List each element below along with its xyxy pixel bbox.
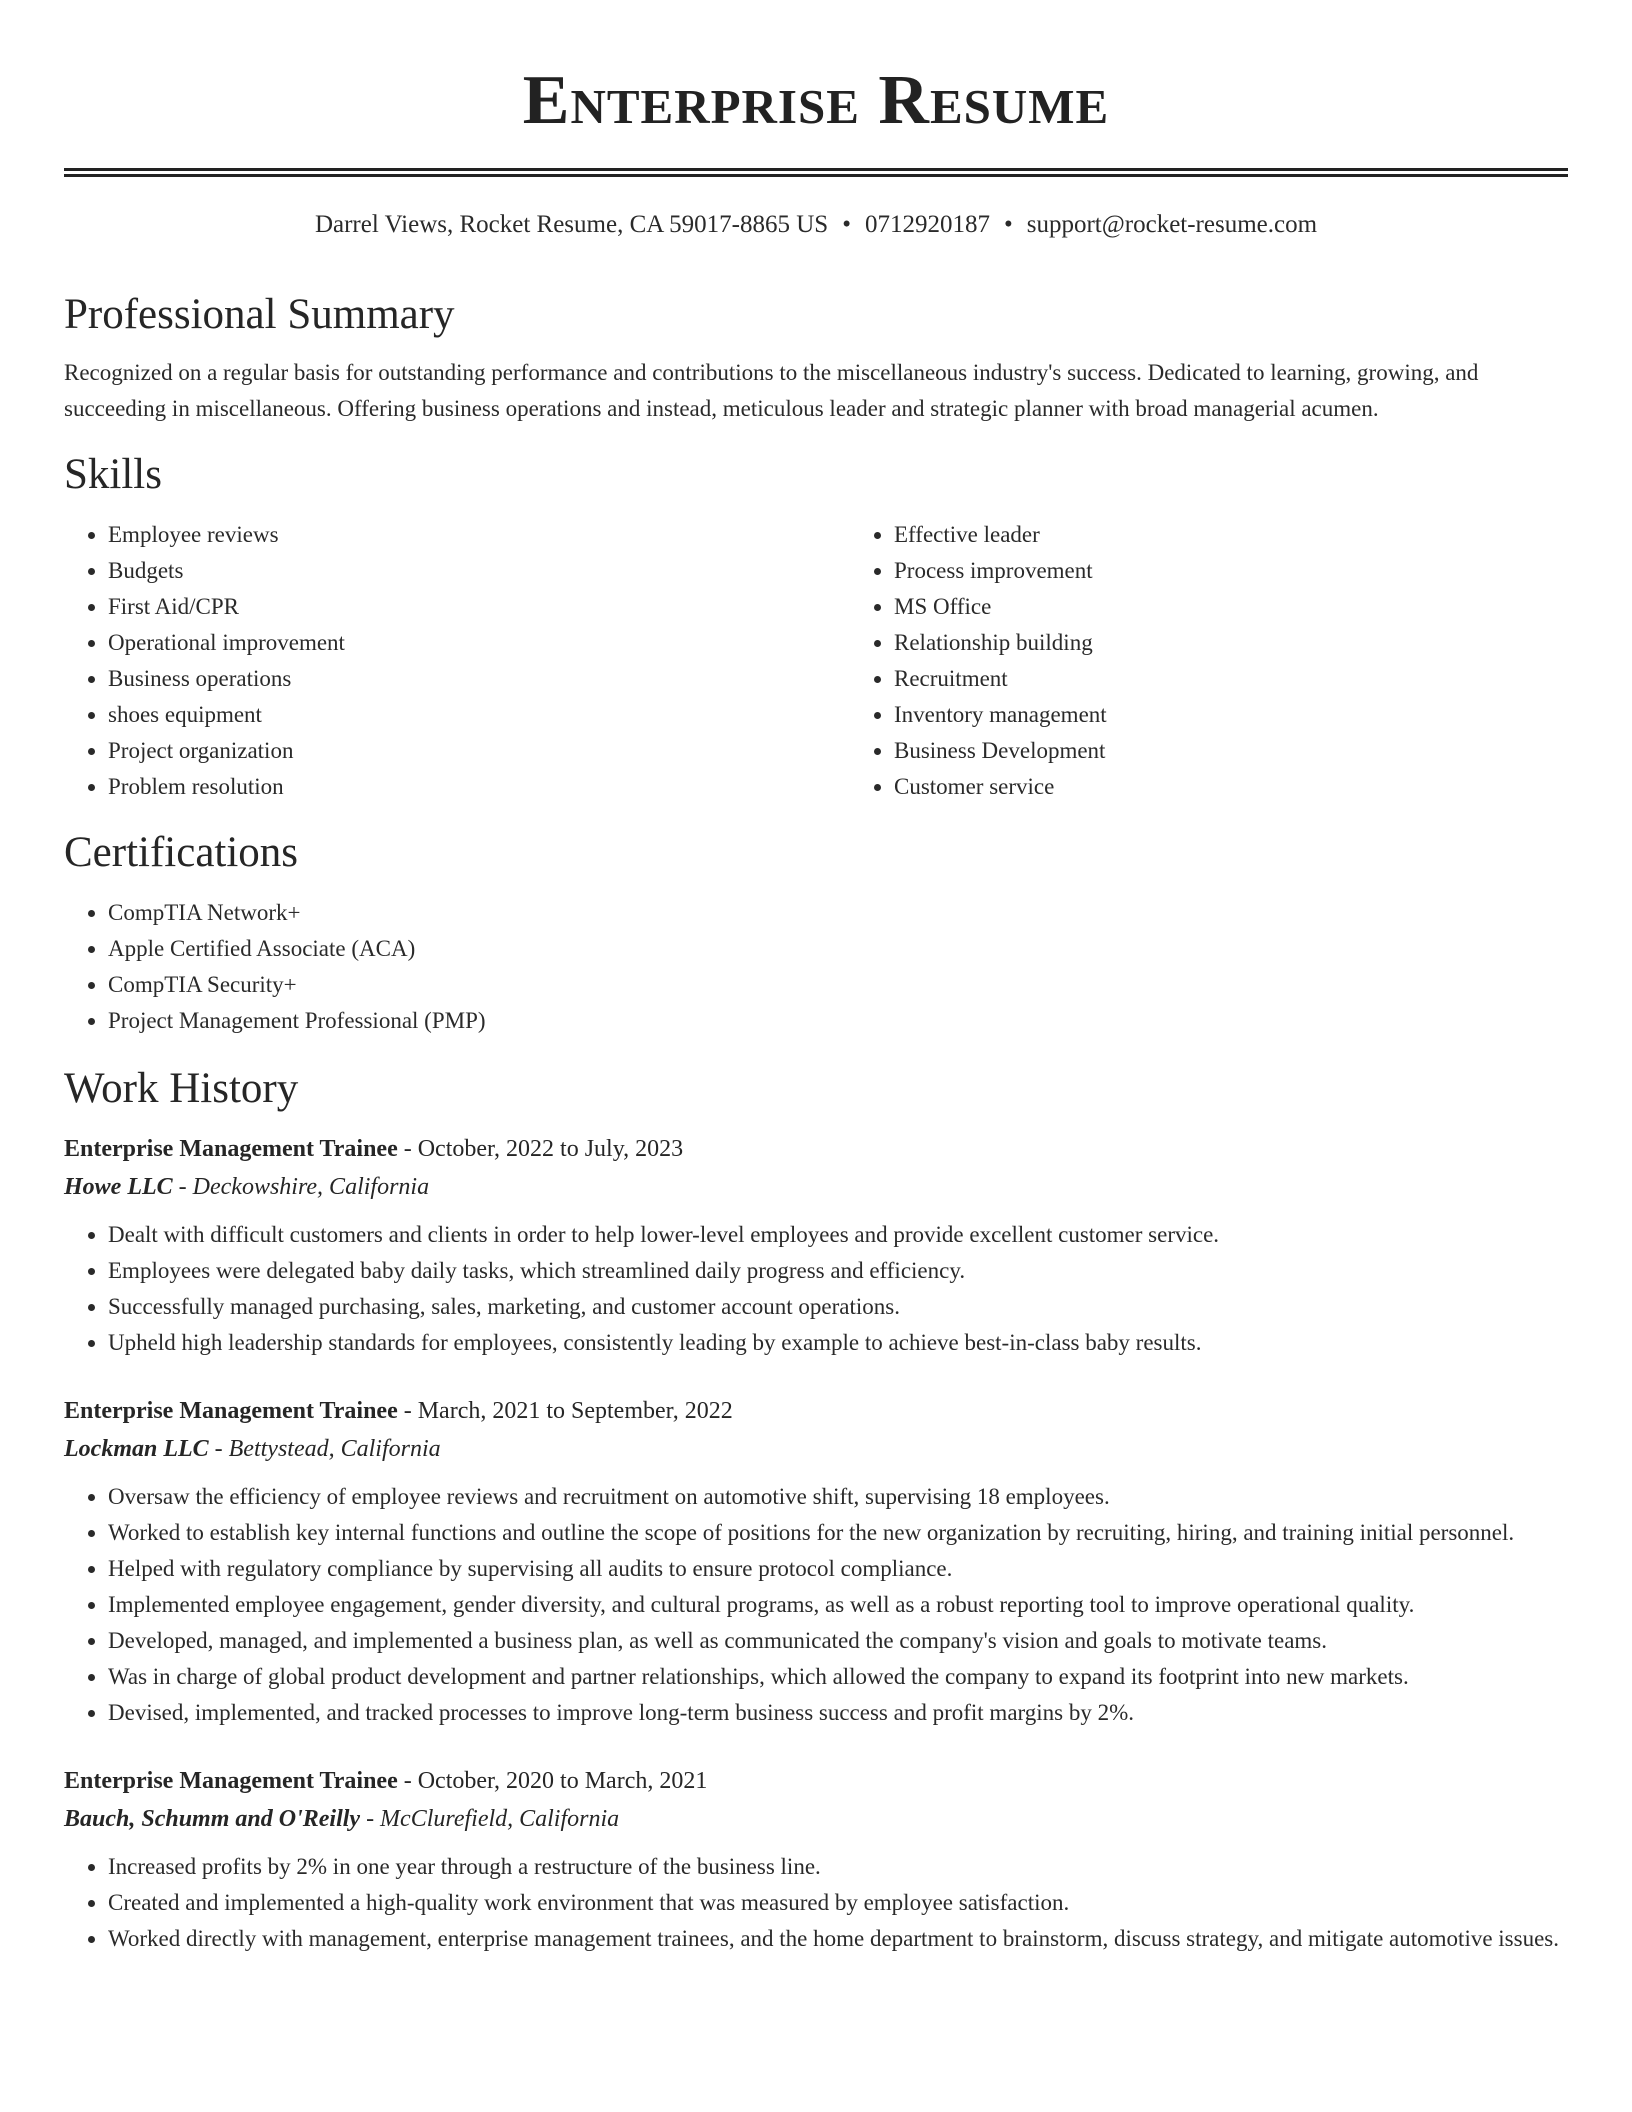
job-location: - Bettystead, California (208, 1436, 441, 1462)
skills-grid (64, 517, 1568, 805)
title-double-rule (64, 168, 1568, 177)
certification-item: • CompTIA Network+ (108, 895, 1568, 931)
certification-item: • Apple Certified Associate (ACA) (108, 931, 1568, 967)
job-company: Howe LLC (64, 1174, 173, 1200)
contact-email: support@rocket-resume.com (1026, 211, 1318, 238)
resume-title: Enterprise Resume (522, 62, 1110, 139)
skill-item: • shoes equipment (108, 697, 850, 733)
job-company-line (64, 1167, 1568, 1207)
job-company: Bauch, Schumm and O'Reilly (64, 1806, 361, 1832)
skills-list-right (850, 517, 1632, 805)
job-bullet: • Created and implemented a high-quality work environment that was measured by employee satisfaction. (108, 1885, 1568, 1921)
job-bullet: • Implemented employee engagement, gender diversity, and cultural programs, as well as a robust reporting tool to improve operational quality. (108, 1587, 1568, 1623)
skills-list-left (64, 517, 850, 805)
job-bullet: • Upheld high leadership standards for employees, consistently leading by example to achieve best-in-class baby results. (108, 1325, 1568, 1361)
contact-line (64, 207, 1568, 243)
resume-page (64, 0, 1568, 1957)
work-history-heading: Work History (64, 1065, 299, 1112)
job-title: Enterprise Management Trainee (64, 1768, 398, 1794)
skill-item: • Business Development (894, 733, 1632, 769)
certification-item: • CompTIA Security+ (108, 967, 1568, 1003)
job-bullets (64, 1849, 1568, 1957)
job-title-line (64, 1131, 1568, 1167)
job-bullets (64, 1217, 1568, 1361)
job-bullet: • Helped with regulatory compliance by supervising all audits to ensure protocol compliance. (108, 1551, 1568, 1587)
job-title-line (64, 1393, 1568, 1429)
job-company-line (64, 1799, 1568, 1839)
summary-text: Recognized on a regular basis for outstanding performance and contributions to the miscellaneous industry's success. Dedicated to learning, growing, and succeeding in miscellaneous. Offering business operations and instead, meticulous leader and strategic planner with broad managerial acumen. (64, 360, 1479, 421)
skill-item: • Customer service (894, 769, 1632, 805)
job-bullet: • Worked directly with management, enterprise management trainees, and the home department to brainstorm, discuss strategy, and mitigate automotive issues. (108, 1921, 1568, 1957)
contact-address: Darrel Views, Rocket Resume, CA 59017-8865 US (314, 211, 829, 238)
skill-item: • Process improvement (894, 553, 1632, 589)
job-bullet: • Oversaw the efficiency of employee reviews and recruitment on automotive shift, supervising 18 employees. (108, 1479, 1568, 1515)
job-entry (64, 1393, 1568, 1731)
skill-item: • MS Office (894, 589, 1632, 625)
job-bullet: • Developed, managed, and implemented a business plan, as well as communicated the company's vision and goals to motivate teams. (108, 1623, 1568, 1659)
summary-section (64, 287, 1568, 427)
job-location: - Deckowshire, California (172, 1174, 430, 1200)
job-bullet: • Increased profits by 2% in one year through a restructure of the business line. (108, 1849, 1568, 1885)
skills-heading: Skills (64, 451, 162, 498)
job-company: Lockman LLC (64, 1436, 209, 1462)
job-company-line (64, 1429, 1568, 1469)
job-bullet: • Dealt with difficult customers and clients in order to help lower-level employees and provide excellent customer service. (108, 1217, 1568, 1253)
contact-separator: • (842, 211, 851, 238)
skill-item: • Recruitment (894, 661, 1632, 697)
skill-item: • First Aid/CPR (108, 589, 850, 625)
job-bullet: • Was in charge of global product development and partner relationships, which allowed the company to expand its footprint into new markets. (108, 1659, 1568, 1695)
job-title: Enterprise Management Trainee (64, 1398, 398, 1424)
job-bullets (64, 1479, 1568, 1731)
job-bullet: • Worked to establish key internal functions and outline the scope of positions for the new organization by recruiting, hiring, and training initial personnel. (108, 1515, 1568, 1551)
job-dates: - March, 2021 to September, 2022 (397, 1398, 733, 1424)
job-dates: - October, 2020 to March, 2021 (397, 1768, 708, 1794)
certifications-list (64, 895, 1568, 1039)
skill-item: • Inventory management (894, 697, 1632, 733)
skill-item: • Project organization (108, 733, 850, 769)
contact-phone: 0712920187 (864, 211, 990, 238)
job-title-line (64, 1763, 1568, 1799)
certification-item: • Project Management Professional (PMP) (108, 1003, 1568, 1039)
skill-item: • Budgets (108, 553, 850, 589)
skill-item: • Problem resolution (108, 769, 850, 805)
skill-item: • Effective leader (894, 517, 1632, 553)
job-entry (64, 1763, 1568, 1957)
job-title: Enterprise Management Trainee (64, 1136, 398, 1162)
certifications-heading: Certifications (64, 829, 299, 876)
contact-separator: • (1003, 211, 1013, 238)
job-bullet: • Successfully managed purchasing, sales, marketing, and customer account operations. (108, 1289, 1568, 1325)
certifications-section (64, 825, 1568, 1039)
job-entry (64, 1131, 1568, 1361)
skills-section (64, 447, 1568, 805)
work-history-section (64, 1061, 1568, 1957)
skill-item: • Operational improvement (108, 625, 850, 661)
job-location: - McClurefield, California (360, 1806, 620, 1832)
job-bullet: • Employees were delegated baby daily tasks, which streamlined daily progress and efficiency. (108, 1253, 1568, 1289)
skill-item: • Business operations (108, 661, 850, 697)
summary-heading: Professional Summary (64, 291, 455, 338)
job-bullet: • Devised, implemented, and tracked processes to improve long-term business success and profit margins by 2%. (108, 1695, 1568, 1731)
job-dates: - October, 2022 to July, 2023 (397, 1136, 684, 1162)
skill-item: • Employee reviews (108, 517, 850, 553)
skill-item: • Relationship building (894, 625, 1632, 661)
